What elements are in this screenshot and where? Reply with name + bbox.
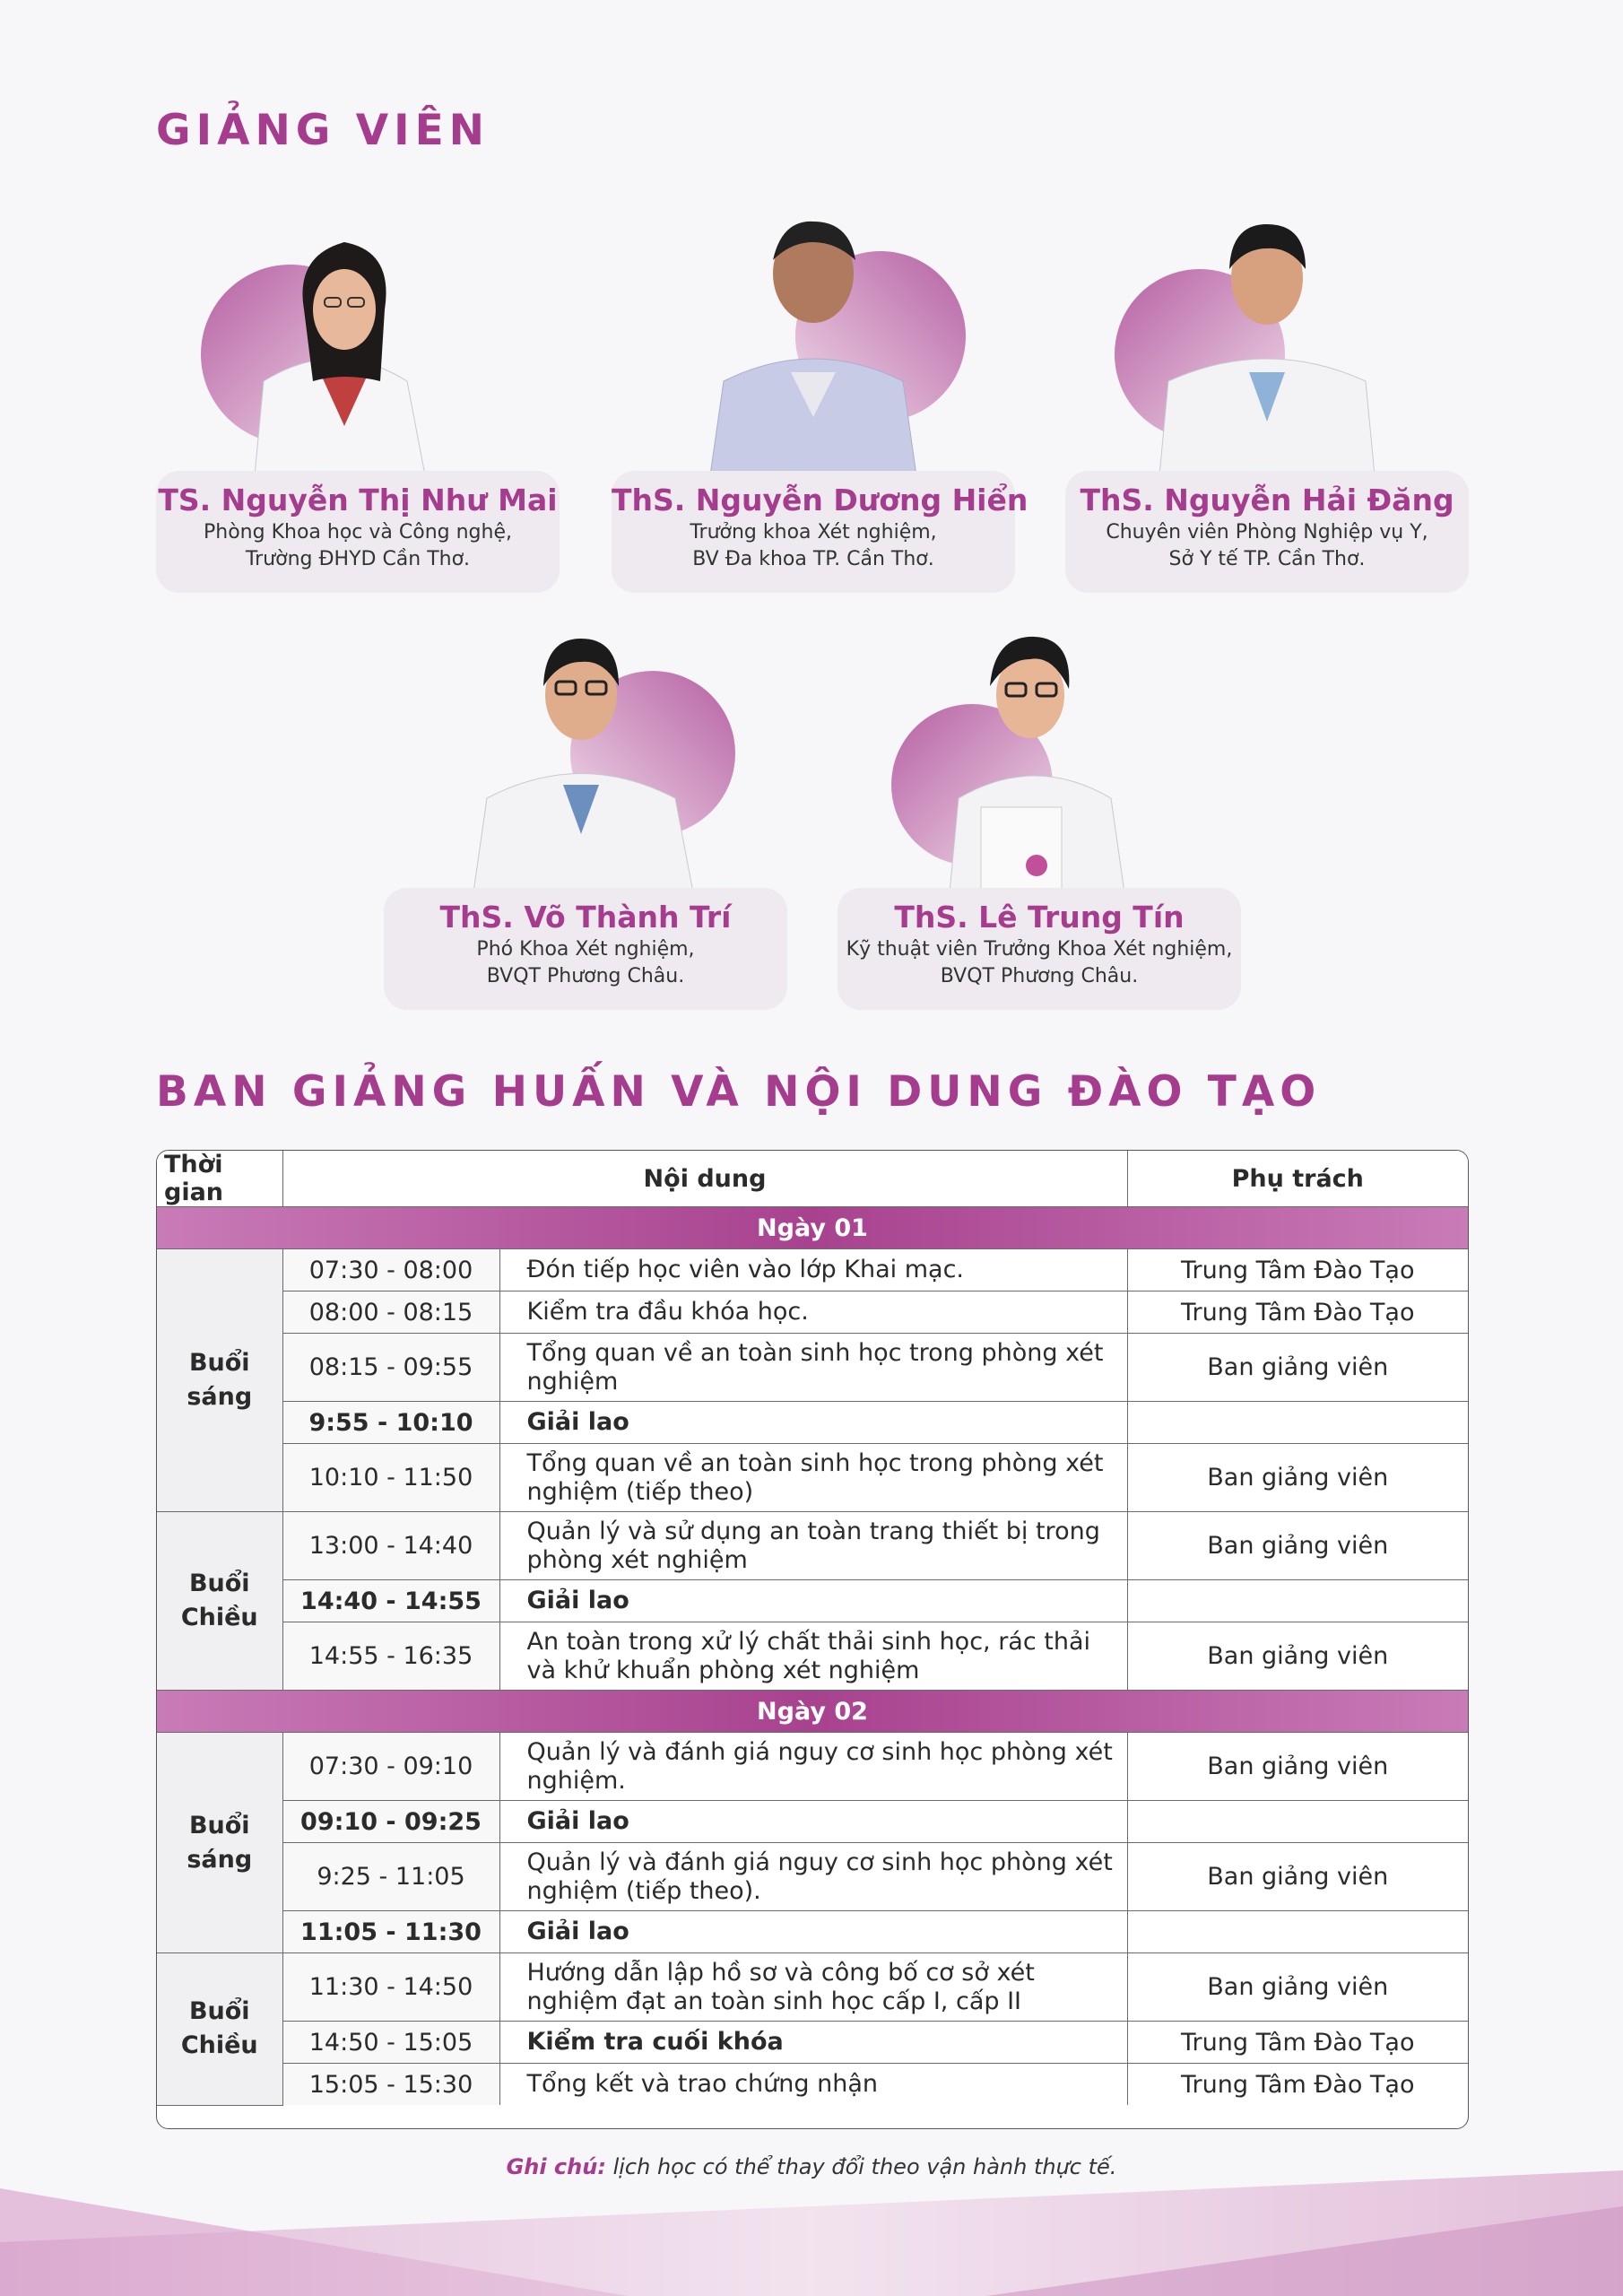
lecturer-photo	[612, 202, 1015, 475]
row-time: 14:50 - 15:05	[282, 2022, 499, 2064]
row-time: 15:05 - 15:30	[282, 2064, 499, 2106]
row-time: 9:55 - 10:10	[282, 1402, 499, 1444]
lecturer-role: Trường ĐHYD Cần Thơ.	[245, 548, 471, 570]
lecturers-title: GIẢNG VIÊN	[156, 106, 490, 155]
row-content: Đón tiếp học viên vào lớp Khai mạc.	[499, 1249, 1127, 1292]
lecturer-card	[1065, 202, 1469, 596]
schedule-table	[156, 1150, 1469, 2129]
row-content: Giải lao	[499, 1911, 1127, 1953]
header-resp: Phụ trách	[1127, 1151, 1468, 1207]
table-row	[157, 1953, 1468, 2022]
row-time: 07:30 - 08:00	[282, 1249, 499, 1292]
day-row	[157, 1207, 1468, 1249]
lecturer-photo	[1065, 202, 1469, 475]
table-row	[157, 1249, 1468, 1292]
table-row	[157, 1402, 1468, 1444]
row-content: Giải lao	[499, 1580, 1127, 1622]
table-header-row	[157, 1151, 1468, 1207]
row-content: Hướng dẫn lập hồ sơ và công bố cơ sở xét nghiệm đạt an toàn sinh học cấp I, cấp II	[499, 1953, 1127, 2022]
table-row	[157, 1580, 1468, 1622]
row-time: 08:15 - 09:55	[282, 1334, 499, 1402]
row-content: Tổng quan về an toàn sinh học trong phòng xét nghiệm	[499, 1334, 1127, 1402]
header-time: Thời gian	[157, 1151, 282, 1207]
lecturer-name: ThS. Nguyễn Dương Hiển	[612, 483, 1028, 517]
row-content: Giải lao	[499, 1801, 1127, 1843]
lecturer-photo	[156, 202, 560, 475]
row-time: 13:00 - 14:40	[282, 1512, 499, 1580]
row-content: Kiểm tra đầu khóa học.	[499, 1292, 1127, 1334]
row-resp	[1127, 1911, 1468, 1953]
lecturer-info	[1065, 471, 1469, 593]
session-label: Buổi Chiều	[157, 1953, 282, 2106]
lecturer-name: ThS. Nguyễn Hải Đăng	[1080, 483, 1454, 517]
row-time: 14:55 - 16:35	[282, 1622, 499, 1691]
row-time: 09:10 - 09:25	[282, 1801, 499, 1843]
table-row	[157, 2064, 1468, 2106]
schedule-title: BAN GIẢNG HUẤN VÀ NỘI DUNG ĐÀO TẠO	[156, 1067, 1322, 1117]
row-resp: Trung Tâm Đào Tạo	[1127, 1292, 1468, 1334]
lecturer-role: Sở Y tế TP. Cần Thơ.	[1168, 548, 1366, 570]
lecturer-card	[612, 202, 1028, 596]
row-content: Quản lý và sử dụng an toàn trang thiết bị trong phòng xét nghiệm	[499, 1512, 1127, 1580]
lecturer-photo	[384, 619, 787, 892]
lecturer-info	[612, 471, 1028, 593]
row-time: 9:25 - 11:05	[282, 1843, 499, 1911]
row-time: 08:00 - 08:15	[282, 1292, 499, 1334]
row-resp	[1127, 1402, 1468, 1444]
row-time: 10:10 - 11:50	[282, 1444, 499, 1512]
row-time: 07:30 - 09:10	[282, 1733, 499, 1801]
session-label: Buổi sáng	[157, 1249, 282, 1512]
row-time: 14:40 - 14:55	[282, 1580, 499, 1622]
table-row	[157, 1622, 1468, 1691]
row-content: An toàn trong xử lý chất thải sinh học, rác thải và khử khuẩn phòng xét nghiệm	[499, 1622, 1127, 1691]
lecturer-role: Phòng Khoa học và Công nghệ,	[204, 521, 512, 544]
lecturer-role: Kỹ thuật viên Trưởng Khoa Xét nghiệm,	[846, 938, 1233, 961]
table-row	[157, 1444, 1468, 1512]
lecturer-photo	[838, 619, 1241, 892]
lecturer-name: TS. Nguyễn Thị Như Mai	[158, 483, 558, 517]
lecturer-info	[156, 471, 560, 593]
table-row	[157, 1512, 1468, 1580]
row-content: Giải lao	[499, 1402, 1127, 1444]
table-row	[157, 1801, 1468, 1843]
row-resp: Ban giảng viên	[1127, 1953, 1468, 2022]
row-resp: Trung Tâm Đào Tạo	[1127, 1249, 1468, 1292]
lecturer-card	[838, 619, 1241, 1013]
row-time: 11:05 - 11:30	[282, 1911, 499, 1953]
table-row	[157, 1911, 1468, 1953]
row-resp: Ban giảng viên	[1127, 1622, 1468, 1691]
header-content: Nội dung	[282, 1151, 1127, 1207]
row-resp: Trung Tâm Đào Tạo	[1127, 2064, 1468, 2106]
row-content: Quản lý và đánh giá nguy cơ sinh học phòng xét nghiệm.	[499, 1733, 1127, 1801]
footnote	[0, 2154, 1623, 2179]
table-row	[157, 2022, 1468, 2064]
lecturer-role: BVQT Phương Châu.	[940, 965, 1139, 987]
row-time: 11:30 - 14:50	[282, 1953, 499, 2022]
lecturer-role: Chuyên viên Phòng Nghiệp vụ Y,	[1106, 521, 1428, 544]
lecturer-card	[384, 619, 787, 1013]
row-content: Tổng quan về an toàn sinh học trong phòng xét nghiệm (tiếp theo)	[499, 1444, 1127, 1512]
table-row	[157, 1334, 1468, 1402]
row-content: Quản lý và đánh giá nguy cơ sinh học phòng xét nghiệm (tiếp theo).	[499, 1843, 1127, 1911]
row-content: Tổng kết và trao chứng nhận	[499, 2064, 1127, 2106]
table-row	[157, 1733, 1468, 1801]
day-row	[157, 1691, 1468, 1733]
row-content: Kiểm tra cuối khóa	[499, 2022, 1127, 2064]
row-resp: Ban giảng viên	[1127, 1334, 1468, 1402]
table-row	[157, 1292, 1468, 1334]
session-label: Buổi Chiều	[157, 1512, 282, 1691]
table-row	[157, 1843, 1468, 1911]
row-resp	[1127, 1580, 1468, 1622]
day-label: Ngày 02	[157, 1691, 1468, 1733]
lecturer-name: ThS. Võ Thành Trí	[439, 900, 732, 935]
lecturer-role: BV Đa khoa TP. Cần Thơ.	[692, 548, 934, 570]
row-resp: Ban giảng viên	[1127, 1843, 1468, 1911]
lecturer-role: BVQT Phương Châu.	[486, 965, 685, 987]
row-resp: Ban giảng viên	[1127, 1444, 1468, 1512]
row-resp	[1127, 1801, 1468, 1843]
lecturer-role: Phó Khoa Xét nghiệm,	[476, 938, 695, 961]
lecturer-role: Trưởng khoa Xét nghiệm,	[690, 521, 937, 544]
lecturer-card	[156, 202, 560, 596]
lecturer-info	[838, 888, 1241, 1010]
day-label: Ngày 01	[157, 1207, 1468, 1249]
lecturer-name: ThS. Lê Trung Tín	[894, 900, 1185, 935]
session-label: Buổi sáng	[157, 1733, 282, 1953]
lecturer-info	[384, 888, 787, 1010]
footnote-label: Ghi chú:	[506, 2154, 606, 2179]
row-resp: Ban giảng viên	[1127, 1733, 1468, 1801]
footnote-text: lịch học có thể thay đổi theo vận hành thực tế.	[605, 2154, 1117, 2179]
row-resp: Trung Tâm Đào Tạo	[1127, 2022, 1468, 2064]
row-resp: Ban giảng viên	[1127, 1512, 1468, 1580]
